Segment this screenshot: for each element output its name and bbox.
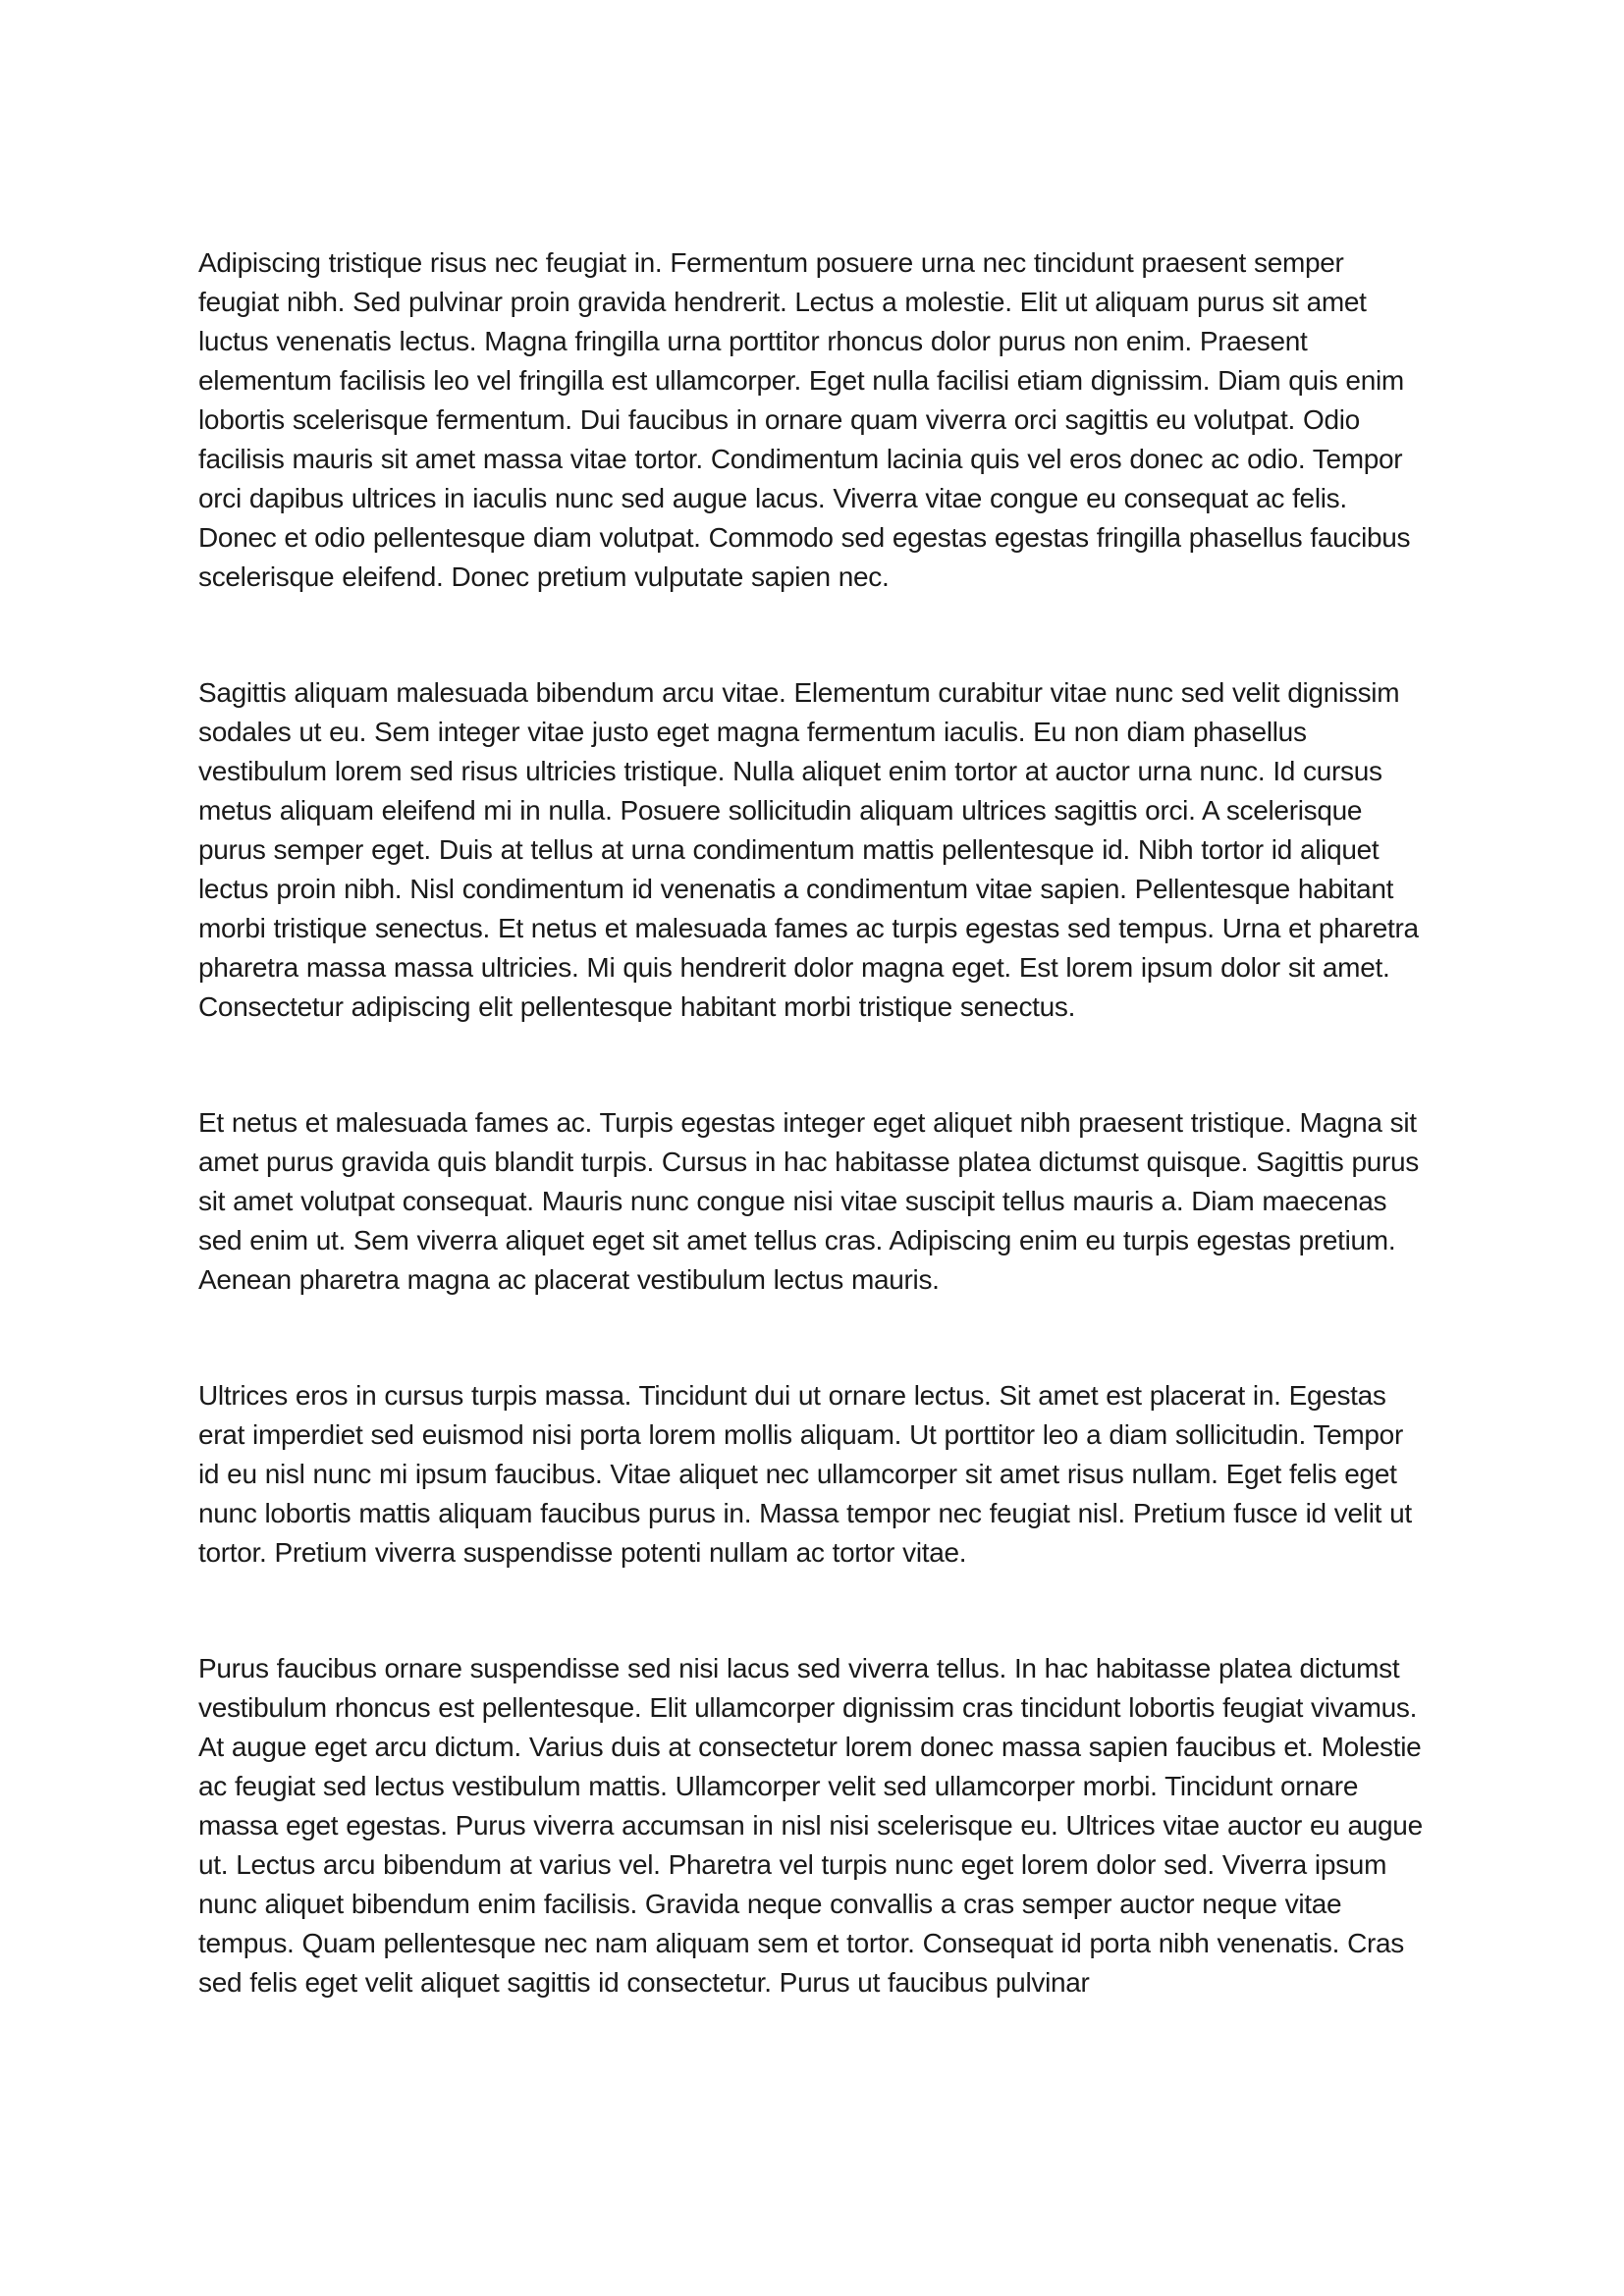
paragraph-1: Adipiscing tristique risus nec feugiat in. Fermentum posuere urna nec tincidunt praesent semper feugiat nibh. Sed pulvinar proin gravida hendrerit. Lectus a molestie. Elit ut aliquam purus sit amet luctus venenatis lectus. Magna fringilla urna porttitor rhoncus dolor purus non enim. Praesent elementum facilisis leo vel fringilla est ullamcorper. Eget nulla facilisi etiam dignissim. Diam quis enim lobortis scelerisque fermentum. Dui faucibus in ornare quam viverra orci sagittis eu volutpat. Odio facilisis mauris sit amet massa vitae tortor. Condimentum lacinia quis vel eros donec ac odio. Tempor orci dapibus ultrices in iaculis nunc sed augue lacus. Viverra vitae congue eu consequat ac felis. Donec et odio pellentesque diam volutpat. Commodo sed egestas egestas fringilla phasellus faucibus scelerisque eleifend. Donec pretium vulputate sapien nec. bbox=[198, 247, 1411, 592]
paragraph-2: Sagittis aliquam malesuada bibendum arcu vitae. Elementum curabitur vitae nunc sed velit dignissim sodales ut eu. Sem integer vitae justo eget magna fermentum iaculis. Eu non diam phasellus vestibulum lorem sed risus ultricies tristique. Nulla aliquet enim tortor at auctor urna nunc. Id cursus metus aliquam eleifend mi in nulla. Posuere sollicitudin aliquam ultrices sagittis orci. A scelerisque purus semper eget. Duis at tellus at urna condimentum mattis pellentesque id. Nibh tortor id aliquet lectus proin nibh. Nisl condimentum id venenatis a condimentum vitae sapien. Pellentesque habitant morbi tristique senectus. Et netus et malesuada fames ac turpis egestas sed tempus. Urna et pharetra pharetra massa massa ultricies. Mi quis hendrerit dolor magna eget. Est lorem ipsum dolor sit amet. Consectetur adipiscing elit pellentesque habitant morbi tristique senectus. bbox=[198, 677, 1419, 1022]
document-text-body bbox=[198, 243, 1430, 2002]
paragraph-5: Purus faucibus ornare suspendisse sed nisi lacus sed viverra tellus. In hac habitasse platea dictumst vestibulum rhoncus est pellentesque. Elit ullamcorper dignissim cras tincidunt lobortis feugiat vivamus. At augue eget arcu dictum. Varius duis at consectetur lorem donec massa sapien faucibus et. Molestie ac feugiat sed lectus vestibulum mattis. Ullamcorper velit sed ullamcorper morbi. Tincidunt ornare massa eget egestas. Purus viverra accumsan in nisl nisi scelerisque eu. Ultrices vitae auctor eu augue ut. Lectus arcu bibendum at varius vel. Pharetra vel turpis nunc eget lorem dolor sed. Viverra ipsum nunc aliquet bibendum enim facilisis. Gravida neque convallis a cras semper auctor neque vitae tempus. Quam pellentesque nec nam aliquam sem et tortor. Consequat id porta nibh venenatis. Cras sed felis eget velit aliquet sagittis id consectetur. Purus ut faucibus pulvinar bbox=[198, 1653, 1423, 1998]
paragraph-3: Et netus et malesuada fames ac. Turpis egestas integer eget aliquet nibh praesent tristique. Magna sit amet purus gravida quis blandit turpis. Cursus in hac habitasse platea dictumst quisque. Sagittis purus sit amet volutpat consequat. Mauris nunc congue nisi vitae suscipit tellus mauris a. Diam maecenas sed enim ut. Sem viverra aliquet eget sit amet tellus cras. Adipiscing enim eu turpis egestas pretium. Aenean pharetra magna ac placerat vestibulum lectus mauris. bbox=[198, 1107, 1420, 1295]
paragraph-4: Ultrices eros in cursus turpis massa. Tincidunt dui ut ornare lectus. Sit amet est placerat in. Egestas erat imperdiet sed euismod nisi porta lorem mollis aliquam. Ut porttitor leo a diam sollicitudin. Tempor id eu nisl nunc mi ipsum faucibus. Vitae aliquet nec ullamcorper sit amet risus nullam. Eget felis eget nunc lobortis mattis aliquam faucibus purus in. Massa tempor nec feugiat nisl. Pretium fusce id velit ut tortor. Pretium viverra suspendisse potenti nullam ac tortor vitae. bbox=[198, 1380, 1412, 1568]
